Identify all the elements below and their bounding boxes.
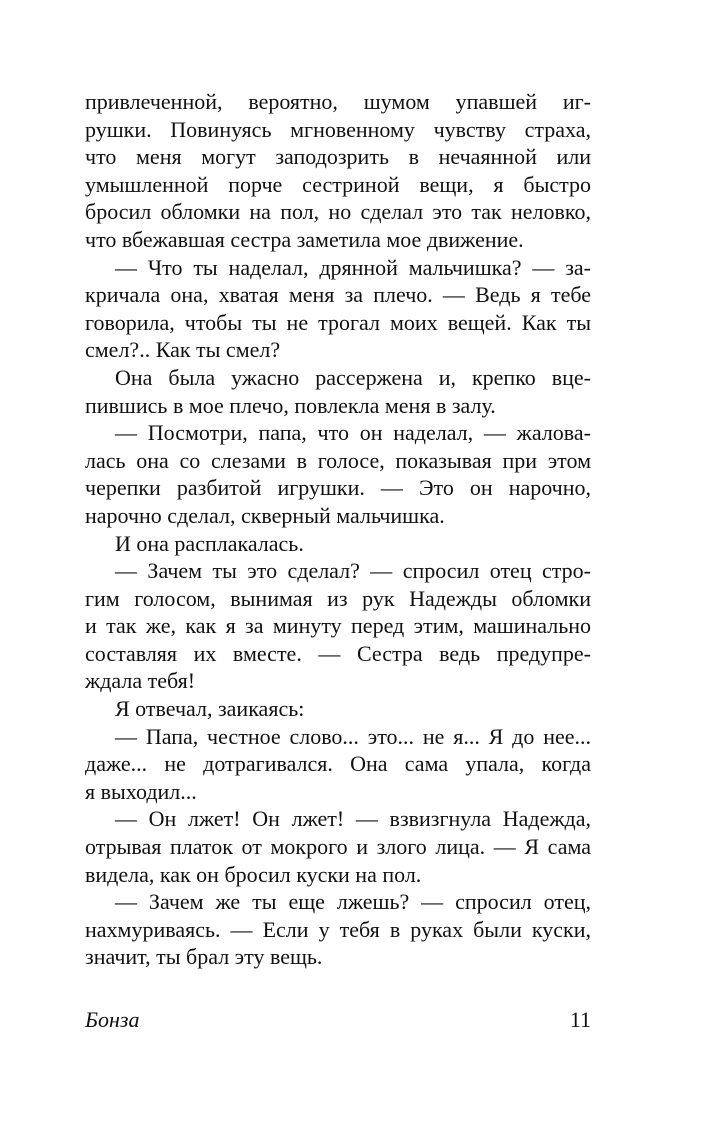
text-line: что вбежавшая сестра заметила мое движение. — [85, 226, 524, 252]
text-line: говорила, чтобы ты не трогал моих вещей. Как ты — [85, 309, 591, 335]
text-line: значит, ты брал эту вещь. — [85, 944, 323, 970]
page-number: 11 — [569, 1007, 591, 1032]
text-line: умышленной порче сестриной вещи, я быстро — [85, 171, 591, 197]
text-line: — Что ты наделал, дрянной мальчишка? — за- — [115, 254, 591, 280]
text-line: даже... не дотрагивался. Она сама упала, когда — [85, 751, 591, 777]
text-line: составляя их вместе. — Сестра ведь предупре- — [85, 640, 591, 666]
text-line: я выходил... — [85, 778, 197, 804]
text-line: видела, как он бросил куски на пол. — [85, 861, 422, 887]
text-line: смел?.. Как ты смел? — [85, 337, 281, 363]
text-line: нарочно сделал, скверный мальчишка. — [85, 502, 445, 528]
text-line: гим голосом, вынимая из рук Надежды обломки — [85, 585, 591, 611]
text-line: что меня могут заподозрить в нечаянной или — [85, 144, 591, 170]
text-line: — Зачем ты это сделал? — спросил отец стро- — [115, 558, 591, 584]
text-line: — Зачем же ты еще лжешь? — спросил отец, — [115, 889, 591, 915]
text-line: пившись в мое плечо, повлекла меня в залу. — [85, 392, 496, 418]
text-line: И она расплакалась. — [115, 530, 304, 556]
text-line: Она была ужасно рассержена и, крепко вце- — [115, 364, 591, 390]
text-line: нахмуриваясь. — Если у тебя в руках были куски, — [85, 916, 591, 942]
text-line: Я отвечал, заикаясь: — [115, 696, 305, 722]
running-title: Бонза — [85, 1007, 140, 1032]
text-line: привлеченной, вероятно, шумом упавшей иг- — [85, 89, 591, 114]
text-line: ждала тебя! — [85, 668, 196, 694]
text-line: рушки. Повинуясь мгновенному чувству страха, — [85, 116, 591, 142]
text-line: — Папа, честное слово... это... не я... Я до нее... — [115, 723, 591, 749]
text-line: и так же, как я за минуту перед этим, машинально — [85, 613, 591, 639]
text-line: черепки разбитой игрушки. — Это он нарочно, — [85, 475, 591, 501]
page-footer — [85, 1007, 591, 1035]
text-line: отрывая платок от мокрого и злого лица. — Я сама — [85, 834, 591, 860]
text-line: лась она со слезами в голосе, показывая при этом — [85, 447, 591, 473]
text-line: — Посмотри, папа, что он наделал, — жалова- — [115, 420, 591, 446]
text-line: кричала она, хватая меня за плечо. — Ведь я тебе — [85, 282, 591, 308]
body-text — [85, 88, 591, 971]
text-line: бросил обломки на пол, но сделал это так неловко, — [85, 199, 591, 225]
text-line: — Он лжет! Он лжет! — взвизгнула Надежда, — [115, 806, 591, 832]
